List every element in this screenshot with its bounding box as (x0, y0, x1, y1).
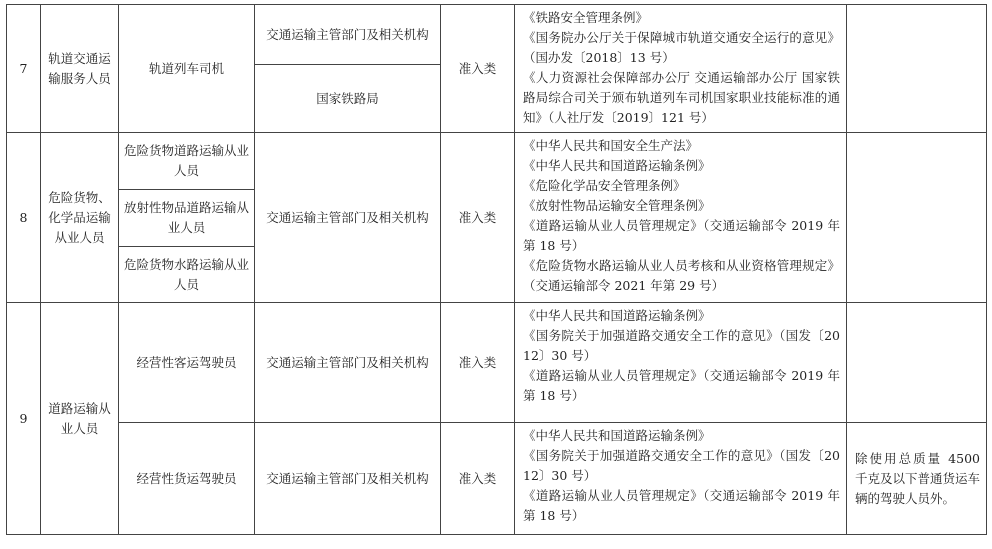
qualification-type: 准入类 (441, 133, 515, 303)
legal-basis-item: 《危险货物水路运输从业人员考核和从业资格管理规定》（交通运输部令 2021 年第 29 号） (523, 258, 840, 293)
legal-basis-item: 《道路运输从业人员管理规定》（交通运输部令 2019 年第 18 号） (523, 488, 840, 523)
table-row (7, 303, 987, 423)
legal-basis-item: 《中华人民共和国道路运输条例》 (523, 158, 711, 173)
occupation-name: 危险货物水路运输从业人员 (119, 247, 255, 303)
legal-basis-item: 《人力资源社会保障部办公厅 交通运输部办公厅 国家铁路局综合司关于颁布轨道列车司机国家职业技能标准的通知》（人社厅发〔2019〕121 号） (523, 70, 840, 125)
row-number: 9 (7, 303, 41, 535)
occupation-category: 轨道交通运输服务人员 (41, 5, 119, 133)
legal-basis-item: 《国务院办公厅关于保障城市轨道交通安全运行的意见》（国办发〔2018〕13 号） (523, 30, 840, 65)
legal-basis-item: 《国务院关于加强道路交通安全工作的意见》（国发〔2012〕30 号） (523, 448, 840, 483)
occupation-name: 轨道列车司机 (119, 5, 255, 133)
occupation-name: 危险货物道路运输从业人员 (119, 133, 255, 190)
occupation-name: 经营性货运驾驶员 (119, 423, 255, 535)
note-cell (847, 5, 987, 133)
occupation-category: 危险货物、化学品运输从业人员 (41, 133, 119, 303)
occupation-regulation-table (6, 4, 987, 535)
agency-cell: 交通运输主管部门及相关机构 (255, 5, 441, 65)
note-cell (847, 133, 987, 303)
qualification-type: 准入类 (441, 303, 515, 423)
legal-basis-item: 《中华人民共和国道路运输条例》 (523, 308, 711, 323)
legal-basis-item: 《铁路安全管理条例》 (523, 10, 649, 25)
occupation-name: 放射性物品道路运输从业人员 (119, 190, 255, 247)
occupation-name: 经营性客运驾驶员 (119, 303, 255, 423)
agency-cell: 交通运输主管部门及相关机构 (255, 303, 441, 423)
legal-basis-cell (515, 5, 847, 133)
agency-cell: 交通运输主管部门及相关机构 (255, 133, 441, 303)
occupation-category: 道路运输从业人员 (41, 303, 119, 535)
table-row (7, 133, 987, 190)
table-row (7, 5, 987, 65)
table-row (7, 423, 987, 535)
legal-basis-item: 《道路运输从业人员管理规定》（交通运输部令 2019 年第 18 号） (523, 218, 840, 253)
legal-basis-item: 《放射性物品运输安全管理条例》 (523, 198, 711, 213)
agency-cell: 国家铁路局 (255, 65, 441, 133)
agency-cell: 交通运输主管部门及相关机构 (255, 423, 441, 535)
row-number: 8 (7, 133, 41, 303)
qualification-type: 准入类 (441, 423, 515, 535)
legal-basis-item: 《国务院关于加强道路交通安全工作的意见》（国发〔2012〕30 号） (523, 328, 840, 363)
legal-basis-cell (515, 133, 847, 303)
note-cell: 除使用总质量 4500 千克及以下普通货运车辆的驾驶人员外。 (847, 423, 987, 535)
legal-basis-item: 《道路运输从业人员管理规定》（交通运输部令 2019 年第 18 号） (523, 368, 840, 403)
legal-basis-item: 《危险化学品安全管理条例》 (523, 178, 686, 193)
legal-basis-cell (515, 423, 847, 535)
note-cell (847, 303, 987, 423)
legal-basis-item: 《中华人民共和国安全生产法》 (523, 138, 699, 153)
legal-basis-cell (515, 303, 847, 423)
qualification-type: 准入类 (441, 5, 515, 133)
row-number: 7 (7, 5, 41, 133)
legal-basis-item: 《中华人民共和国道路运输条例》 (523, 428, 711, 443)
